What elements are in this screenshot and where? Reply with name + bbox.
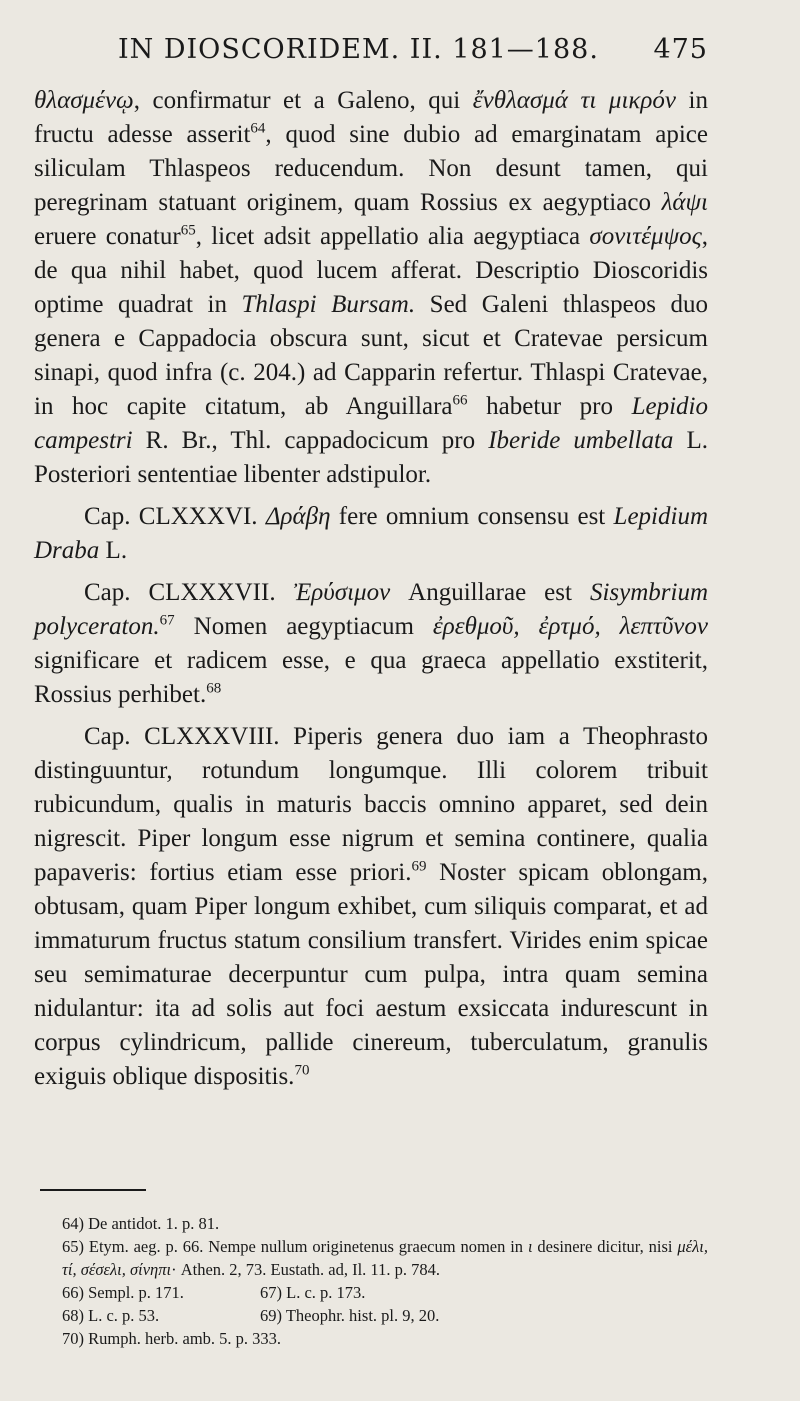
footnote-ref: 66 (452, 392, 468, 409)
footnote-ref: 67 (159, 612, 175, 629)
italic-term: Δράβη (265, 503, 331, 530)
footnote-65-greek-b: μέλι, τί, σέσελι, σίνηπι (62, 1237, 708, 1279)
footnotes (34, 1212, 708, 1350)
footnote-65-text-c: · Athen. 2, 73. Eustath. ad, Il. 11. p. 784. (171, 1260, 440, 1279)
text-run: Cap. CLXXXVI. (84, 503, 266, 530)
text-run: habetur pro (467, 393, 632, 420)
text-run: Nomen aegyptiacum (174, 613, 433, 640)
footnote-ref: 69 (411, 858, 427, 875)
text-run: in fructu adesse asserit (34, 87, 708, 148)
running-header (118, 34, 708, 65)
text-run: , confirmatur et a Galeno, qui (133, 87, 473, 114)
text-run: , quod sine dubio ad emarginatam apice siliculam Thlaspeos reducendum. Non desunt tamen, qui peregrinam statuant originem, quam Rossius ex aegyptiaco (34, 121, 709, 216)
paragraph-4 (34, 720, 708, 1094)
footnote-65-text-a: 65) Etym. aeg. p. 66. Nempe nullum originetenus graecum nomen in (62, 1237, 528, 1256)
footnote-68: 68) L. c. p. 53. (62, 1306, 160, 1325)
footnote-65-text-b: desinere dicitur, nisi (532, 1237, 678, 1256)
footnote-65-greek-a: ι (527, 1237, 533, 1256)
text-run: R. Br., Thl. cappadocicum pro (132, 427, 489, 454)
italic-term: θλασμένῳ (34, 87, 134, 114)
footnote-67: 67) L. c. p. 173. (260, 1283, 366, 1302)
text-run: Cap. CLXXXVII. (84, 579, 294, 606)
text-run: eruere conatur (34, 223, 181, 250)
text-run: Sed Galeni thlaspeos duo genera e Cappadocia obscura sunt, sicut et Cratevae persicum sinapi, quod infra (c. 204.) ad Capparin refertur. Thlaspi Cratevae, in hoc capite citatum, ab Anguillara (34, 291, 708, 420)
italic-term: Iberide umbellata (488, 427, 674, 454)
footnote-69: 69) Theophr. hist. pl. 9, 20. (260, 1306, 440, 1325)
italic-term: Sisymbrium polyceraton. (34, 579, 708, 640)
footnote-66: 66) Sempl. p. 171. (62, 1283, 184, 1302)
text-run: L. (99, 537, 128, 564)
text-run: , licet adsit appellatio alia aegyptiaca (195, 223, 590, 250)
paragraph-2 (34, 500, 708, 568)
text-run: L. Posteriori sententiae libenter adstipulor. (34, 427, 708, 488)
text-run: fere omnium consensu est (330, 503, 614, 530)
text-run: Anguillarae est (390, 579, 590, 606)
italic-term: ἔνθλασμά τι μικρόν (472, 87, 676, 114)
paragraph-1 (34, 84, 708, 492)
main-text (34, 84, 708, 1102)
footnote-rule (40, 1189, 146, 1191)
italic-term: Lepidio campestri (34, 393, 708, 454)
footnote-ref: 68 (206, 680, 222, 697)
italic-term: Lepidium Draba (34, 503, 708, 564)
italic-term: Ἐρύσιμον (293, 579, 391, 606)
footnote-row-66-67 (34, 1281, 708, 1304)
paragraph-3 (34, 576, 708, 712)
footnote-row-68-69 (34, 1304, 708, 1327)
italic-term: ἐρεθμοῦ, ἐρτμό, λεπτῦνον (432, 613, 708, 640)
page-number: 475 (653, 34, 708, 65)
text-run: , de qua nihil habet, quod lucem afferat. Descriptio Dioscoridis optime quadrat in (34, 223, 709, 318)
footnote-ref: 70 (294, 1062, 310, 1079)
running-title: IN DIOSCORIDEM. II. 181—188. (118, 34, 599, 65)
text-run: Cap. CLXXXVIII. Piperis genera duo iam a Theophrasto distinguuntur, rotundum longumque. Illi colorem tribuit rubicundum, qualis in maturis baccis omnino apparet, sed dein nigrescit. Piper longum esse nigrum et semina continere, qualia papaveris: fortius etiam esse priori. (34, 723, 708, 886)
italic-term: σονιτέμψος (589, 223, 702, 250)
footnote-ref: 64 (250, 120, 266, 137)
footnote-65 (34, 1235, 708, 1281)
text-run: Noster spicam oblongam, obtusam, quam Piper longum exhibet, cum siliquis comparat, et ad immaturum fructus statum consilium transfert. Virides enim spicae seu semimaturae decerpuntur cum pulpa, intra quam semina nidulantur: ita ad solis aut foci aestum exsiccata indurescunt in corpus cylindricum, pallide cinereum, tuberculatum, granulis exiguis oblique dispositis. (34, 859, 709, 1090)
text-run: significare et radicem esse, e qua graeca appellatio exstiterit, Rossius perhibet. (34, 647, 708, 708)
footnote-70: 70) Rumph. herb. amb. 5. p. 333. (62, 1329, 282, 1348)
footnote-64: 64) De antidot. 1. p. 81. (62, 1214, 220, 1233)
italic-term: λάψι (661, 189, 708, 216)
italic-term: Thlaspi Bursam. (241, 291, 416, 318)
footnote-ref: 65 (180, 222, 196, 239)
